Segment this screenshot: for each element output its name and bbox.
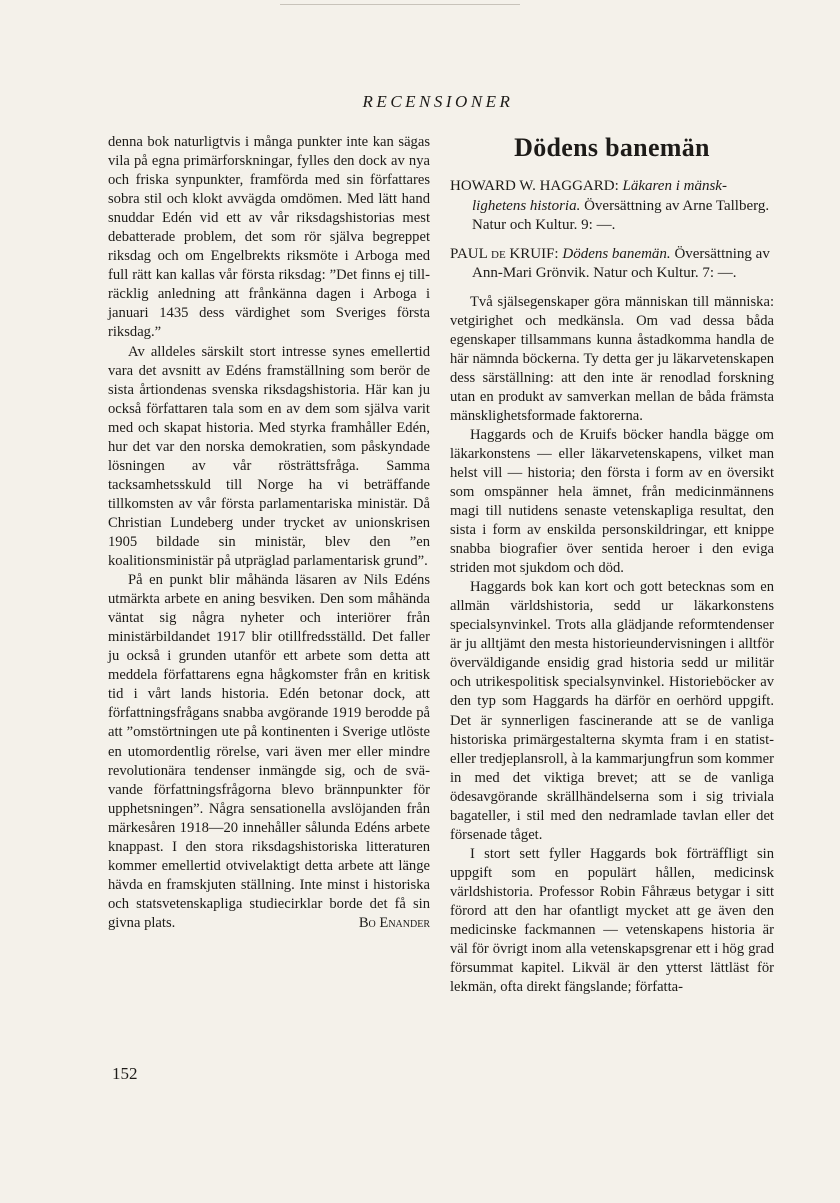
left-paragraph-2: Av alldeles särskilt stort intresse synes emellertid vara det avsnitt av Edéns framställning som berör de sista årtiondenas svenska riksdagshistoria. Här kan ju också författaren tala som en av dem som själva varit med och skapat historia. Med styrka framhåller Edén, hur det var den norska demokratien, som påskyndade lösningen av vår rösträttsfråga. Samma tacksamhetsskuld till Norge ha vi beträffande tillkomsten av vår första parlamentariska ministär. Då Christian Lundeberg under trycket av unionskrisen 1905 bildade sin ministär, blev den ”en koalitionsministär på utpräglad parlamentarisk grund”. <box>108 343 430 570</box>
page-number: 152 <box>112 1064 138 1083</box>
bib-1-author: HOWARD W. HAGGARD: <box>450 178 619 194</box>
bib-2-author-last: KRUIF: <box>509 245 559 262</box>
right-paragraph-3: Haggards bok kan kort och gott betecknas som en allmän världshistoria, sedd ur läkarkonstens specialsynvinkel. Trots alla glädjande reformtendenser är ju alltjämt den mesta historieundervisningen i alltför överväldigande ensidig grad historia sedd ur militär och utrikespolitisk specialsynvinkel. Historieböcker av den typ som Haggards ha därför en oerhörd uppgift. Det är synnerligen fascinerande att se de vanliga historiska primärgestalterna skymta fram i en statist- eller tredjeplansroll, à la kammarjungfrun som kommer in med det viktiga brevet; att se de vanliga ödesavgörande skrällhändelserna som i sig triviala bagateller, i stil med den nedramlade tavlan eller det försenade tåget. <box>450 579 774 843</box>
right-paragraph-2: Haggards och de Kruifs böcker handla bägge om läkarkonstens — eller läkarvetenskapens, vilket man helst vill — historia; den första i form av en översikt som omspänner hela ämnet, från medicinmännens magi till nutidens senaste vetenskapliga resultat, den sista i form av enskilda personskildringar, ett knippe snabba biografier över sentida heroer i den eviga striden mot sjukdom och död. <box>450 426 774 577</box>
bib-1-details: Översättning av Arne Tallberg. Natur och Kultur. 9: —. <box>472 197 770 233</box>
section-header: RECENSIONER <box>362 92 514 111</box>
left-paragraph-3 <box>108 571 430 933</box>
bib-gap <box>450 284 774 293</box>
bibliography-entry-2 <box>450 245 774 284</box>
bib-2-work: Dödens banemän. <box>562 245 671 262</box>
bib-2-author-first: PAUL <box>450 245 488 262</box>
top-rule <box>280 4 520 5</box>
bib-2-author-particle: de <box>491 245 506 262</box>
right-paragraph-1: Två själsegenskaper göra människan till människa: vetgirighet och medkänsla. Om vad dessa båda egenskaper tillsammans kunna åstadkomma handla de här nämnda böckerna. Ty detta ger ju läkarvetenskapen dess särställning: att den inte är renodlad forskning utan en produkt av samverkan mellan de båda främsta mänsklighetsformade faktorerna. <box>450 293 774 424</box>
bibliography-entry-1 <box>450 177 774 236</box>
bib-2-details: Översättning av Ann-Mari Grönvik. Natur och Kultur. 7: —. <box>472 245 770 281</box>
article-title: Dödens banemän <box>514 133 710 162</box>
author-signature: Bo Enander <box>358 914 430 931</box>
bib-1-work: Läkaren i mänsklighetens historia. <box>472 178 727 214</box>
left-column <box>108 133 430 933</box>
right-column <box>450 133 774 997</box>
right-paragraph-4: I stort sett fyller Haggards bok förträffligt sin uppgift som en populärt hållen, medicinsk världshistoria. Professor Robin Fåhræus betygar i sitt förord att den har ofantligt mycket att ge även den medicinske fackmannen — vetenskapens historia är väl för övrigt inom alla vetenskapsgrenar ett i hög grad försummat kapitel. Likväl är den ytterst lättläst för lekmän, ofta direkt fängslande; författa- <box>450 845 774 996</box>
left-paragraph-1: denna bok naturligtvis i många punkter inte kan sägas vila på egna primärforskningar, fylles den dock av nya och friska synpunkter, framförda med sin författares sobra stil och klokt avvägda omdömen. Med lätt hand snuddar Edén vid ett av vår riksdagshistorias mest debatterade problem, det som rör själva begreppet riksdag och om Engelbrekts riksmöte i Arboga med full rätt kan kallas vår första riksdag: ”Det finns ej tillräcklig anledning att frånkänna dagen i Arboga i januari 1435 dess värdighet som Sveriges första riksdag.” <box>108 134 430 341</box>
left-paragraph-3-text: På en punkt blir måhända läsaren av Nils Edéns utmärkta arbete en aning besviken. Den som måhända väntat sig några nyheter och interiörer från ministärbildandet 1917 blir otillfredsställd. Det faller ju också i grunden utanför ett arbete som detta att meddela författarens egna hågkomster från en kritisk tid i vårt lands historia. Edén betonar dock, att författningsfrågans snabba avgörande 1919 berodde på att ”omstörtningen ute på kontinenten i Sverige utlöste en utomordentlig rörelse, vari även mer eller mindre revolutionära tendenser inmängde sig, och de svävande författningsfrågorna blevo brännpunkter för upphetsningen”. Några sensationella avslöjanden från märkesåren 1918—20 innehåller sålunda Edéns arbete knappast. I den stora riksdagshistoriska litteraturen kommer emellertid otvivelaktigt detta arbete att länge hävda en framskjuten ställning. Inte minst i historiska och statsvetenskapliga studiecirklar borde det få sin givna plats. <box>108 572 430 931</box>
bib-gap <box>450 236 774 245</box>
